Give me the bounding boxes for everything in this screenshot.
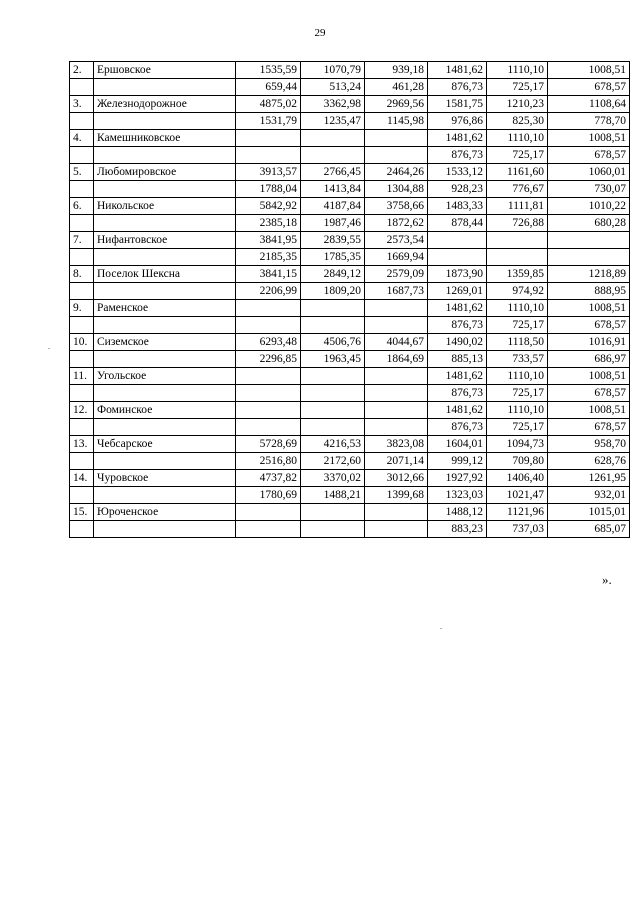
value-cell: 730,07 <box>548 181 630 198</box>
value-cell: 659,44 <box>236 79 301 96</box>
value-cell: 3362,98 <box>301 96 365 113</box>
value-cell: 2172,60 <box>301 453 365 470</box>
value-cell: 3913,57 <box>236 164 301 181</box>
table-body <box>70 62 630 538</box>
table-row <box>70 453 630 470</box>
value-cell: 1016,91 <box>548 334 630 351</box>
value-cell: 3758,66 <box>365 198 428 215</box>
value-cell: 4506,76 <box>301 334 365 351</box>
value-cell: 709,80 <box>487 453 548 470</box>
settlement-name: Раменское <box>94 300 236 317</box>
value-cell: 4875,02 <box>236 96 301 113</box>
value-cell: 2573,54 <box>365 232 428 249</box>
row-number <box>70 79 94 96</box>
value-cell: 1261,95 <box>548 470 630 487</box>
row-number: 10. <box>70 334 94 351</box>
value-cell: 2849,12 <box>301 266 365 283</box>
scan-speck <box>440 628 442 629</box>
settlement-name: Фоминское <box>94 402 236 419</box>
value-cell: 2579,09 <box>365 266 428 283</box>
value-cell <box>365 317 428 334</box>
value-cell <box>301 147 365 164</box>
value-cell: 1008,51 <box>548 402 630 419</box>
settlement-name: Нифантовское <box>94 232 236 249</box>
settlement-name: Юроченское <box>94 504 236 521</box>
value-cell: 1872,62 <box>365 215 428 232</box>
table-row <box>70 300 630 317</box>
value-cell <box>301 317 365 334</box>
value-cell: 1873,90 <box>428 266 487 283</box>
value-cell: 678,57 <box>548 317 630 334</box>
row-number: 8. <box>70 266 94 283</box>
value-cell: 1118,50 <box>487 334 548 351</box>
value-cell: 725,17 <box>487 419 548 436</box>
value-cell: 1788,04 <box>236 181 301 198</box>
value-cell: 1490,02 <box>428 334 487 351</box>
value-cell: 974,92 <box>487 283 548 300</box>
value-cell: 1687,73 <box>365 283 428 300</box>
value-cell: 1406,40 <box>487 470 548 487</box>
value-cell: 680,28 <box>548 215 630 232</box>
value-cell: 678,57 <box>548 147 630 164</box>
table-row <box>70 249 630 266</box>
value-cell <box>301 504 365 521</box>
value-cell: 725,17 <box>487 385 548 402</box>
value-cell <box>301 521 365 538</box>
value-cell <box>365 504 428 521</box>
value-cell: 1359,85 <box>487 266 548 283</box>
row-number: 5. <box>70 164 94 181</box>
settlement-name: Чуровское <box>94 470 236 487</box>
value-cell: 1121,96 <box>487 504 548 521</box>
value-cell <box>236 368 301 385</box>
row-number: 14. <box>70 470 94 487</box>
settlement-name <box>94 317 236 334</box>
value-cell <box>236 147 301 164</box>
table-row <box>70 385 630 402</box>
value-cell: 1070,79 <box>301 62 365 79</box>
settlement-name: Любомировское <box>94 164 236 181</box>
value-cell: 883,23 <box>428 521 487 538</box>
settlement-name <box>94 147 236 164</box>
settlement-name <box>94 113 236 130</box>
value-cell <box>236 419 301 436</box>
value-cell: 1533,12 <box>428 164 487 181</box>
settlement-name: Железнодорожное <box>94 96 236 113</box>
value-cell: 1323,03 <box>428 487 487 504</box>
settlement-name <box>94 215 236 232</box>
value-cell: 3370,02 <box>301 470 365 487</box>
row-number <box>70 521 94 538</box>
value-cell: 1218,89 <box>548 266 630 283</box>
settlement-name: Никольское <box>94 198 236 215</box>
value-cell: 958,70 <box>548 436 630 453</box>
settlement-name <box>94 181 236 198</box>
settlement-name: Поселок Шексна <box>94 266 236 283</box>
value-cell <box>301 300 365 317</box>
value-cell: 686,97 <box>548 351 630 368</box>
value-cell: 1481,62 <box>428 300 487 317</box>
value-cell: 4187,84 <box>301 198 365 215</box>
value-cell <box>301 130 365 147</box>
value-cell: 1008,51 <box>548 130 630 147</box>
value-cell <box>487 249 548 266</box>
value-cell: 878,44 <box>428 215 487 232</box>
value-cell <box>487 232 548 249</box>
value-cell: 888,95 <box>548 283 630 300</box>
value-cell: 1927,92 <box>428 470 487 487</box>
row-number <box>70 419 94 436</box>
table-row <box>70 419 630 436</box>
value-cell: 2385,18 <box>236 215 301 232</box>
value-cell: 733,57 <box>487 351 548 368</box>
row-number <box>70 215 94 232</box>
table-row <box>70 504 630 521</box>
value-cell: 725,17 <box>487 147 548 164</box>
table-row <box>70 215 630 232</box>
value-cell <box>548 232 630 249</box>
table-row <box>70 130 630 147</box>
value-cell: 776,67 <box>487 181 548 198</box>
value-cell: 1488,12 <box>428 504 487 521</box>
value-cell: 1481,62 <box>428 130 487 147</box>
value-cell: 939,18 <box>365 62 428 79</box>
value-cell: 876,73 <box>428 79 487 96</box>
closing-quote: ». <box>602 572 612 587</box>
table-row <box>70 113 630 130</box>
value-cell: 685,07 <box>548 521 630 538</box>
table-row <box>70 402 630 419</box>
value-cell: 1110,10 <box>487 62 548 79</box>
settlement-name: Чебсарское <box>94 436 236 453</box>
value-cell: 3823,08 <box>365 436 428 453</box>
value-cell <box>365 368 428 385</box>
value-cell <box>365 385 428 402</box>
value-cell: 1110,10 <box>487 130 548 147</box>
value-cell: 726,88 <box>487 215 548 232</box>
settlement-name <box>94 79 236 96</box>
row-number: 11. <box>70 368 94 385</box>
value-cell: 1015,01 <box>548 504 630 521</box>
value-cell <box>301 385 365 402</box>
value-cell: 1481,62 <box>428 62 487 79</box>
value-cell <box>236 385 301 402</box>
value-cell: 2464,26 <box>365 164 428 181</box>
value-cell: 5842,92 <box>236 198 301 215</box>
value-cell: 1008,51 <box>548 368 630 385</box>
value-cell: 1535,59 <box>236 62 301 79</box>
value-cell <box>301 402 365 419</box>
settlement-name: Сиземское <box>94 334 236 351</box>
table-row <box>70 368 630 385</box>
table-row <box>70 487 630 504</box>
table-row <box>70 283 630 300</box>
row-number: 3. <box>70 96 94 113</box>
value-cell <box>301 368 365 385</box>
value-cell <box>365 130 428 147</box>
settlement-name <box>94 385 236 402</box>
value-cell <box>365 402 428 419</box>
value-cell <box>236 402 301 419</box>
value-cell: 1785,35 <box>301 249 365 266</box>
value-cell: 1669,94 <box>365 249 428 266</box>
table-row <box>70 266 630 283</box>
value-cell: 1060,01 <box>548 164 630 181</box>
value-cell: 876,73 <box>428 419 487 436</box>
row-number <box>70 351 94 368</box>
value-cell: 628,76 <box>548 453 630 470</box>
value-cell: 1010,22 <box>548 198 630 215</box>
value-cell: 1269,01 <box>428 283 487 300</box>
value-cell: 1413,84 <box>301 181 365 198</box>
table-row <box>70 147 630 164</box>
value-cell: 3841,95 <box>236 232 301 249</box>
value-cell: 678,57 <box>548 385 630 402</box>
row-number <box>70 385 94 402</box>
value-cell <box>548 249 630 266</box>
value-cell: 778,70 <box>548 113 630 130</box>
value-cell: 737,03 <box>487 521 548 538</box>
value-cell <box>236 317 301 334</box>
row-number <box>70 249 94 266</box>
row-number: 15. <box>70 504 94 521</box>
value-cell: 1809,20 <box>301 283 365 300</box>
value-cell: 678,57 <box>548 419 630 436</box>
value-cell: 1110,10 <box>487 368 548 385</box>
row-number: 6. <box>70 198 94 215</box>
value-cell: 2206,99 <box>236 283 301 300</box>
settlement-name <box>94 351 236 368</box>
value-cell: 928,23 <box>428 181 487 198</box>
value-cell <box>236 130 301 147</box>
row-number <box>70 453 94 470</box>
settlement-name <box>94 521 236 538</box>
value-cell: 999,12 <box>428 453 487 470</box>
value-cell: 1864,69 <box>365 351 428 368</box>
row-number: 12. <box>70 402 94 419</box>
row-number: 13. <box>70 436 94 453</box>
value-cell: 1145,98 <box>365 113 428 130</box>
table-row <box>70 470 630 487</box>
value-cell: 3841,15 <box>236 266 301 283</box>
value-cell: 1008,51 <box>548 62 630 79</box>
table-row <box>70 521 630 538</box>
value-cell <box>428 232 487 249</box>
value-cell: 825,30 <box>487 113 548 130</box>
value-cell: 1780,69 <box>236 487 301 504</box>
value-cell: 1094,73 <box>487 436 548 453</box>
value-cell: 2766,45 <box>301 164 365 181</box>
value-cell: 1481,62 <box>428 402 487 419</box>
row-number: 4. <box>70 130 94 147</box>
value-cell <box>365 147 428 164</box>
value-cell: 4737,82 <box>236 470 301 487</box>
page-number: 29 <box>314 27 326 39</box>
table-row <box>70 96 630 113</box>
value-cell: 1531,79 <box>236 113 301 130</box>
value-cell: 3012,66 <box>365 470 428 487</box>
value-cell: 885,13 <box>428 351 487 368</box>
row-number <box>70 181 94 198</box>
row-number <box>70 147 94 164</box>
value-cell: 1110,10 <box>487 402 548 419</box>
value-cell: 1108,64 <box>548 96 630 113</box>
value-cell: 876,73 <box>428 385 487 402</box>
value-cell: 2296,85 <box>236 351 301 368</box>
value-cell <box>236 521 301 538</box>
value-cell: 6293,48 <box>236 334 301 351</box>
settlement-name: Угольское <box>94 368 236 385</box>
value-cell <box>428 249 487 266</box>
table-row <box>70 232 630 249</box>
value-cell: 1581,75 <box>428 96 487 113</box>
value-cell: 876,73 <box>428 147 487 164</box>
value-cell: 2969,56 <box>365 96 428 113</box>
value-cell <box>365 300 428 317</box>
value-cell <box>236 300 301 317</box>
value-cell: 725,17 <box>487 79 548 96</box>
settlement-name <box>94 419 236 436</box>
value-cell: 1488,21 <box>301 487 365 504</box>
tariff-table <box>69 61 630 538</box>
table-row <box>70 62 630 79</box>
value-cell: 1110,10 <box>487 300 548 317</box>
value-cell: 4216,53 <box>301 436 365 453</box>
value-cell: 461,28 <box>365 79 428 96</box>
value-cell: 876,73 <box>428 317 487 334</box>
value-cell: 2516,80 <box>236 453 301 470</box>
settlement-name: Камешниковское <box>94 130 236 147</box>
value-cell: 1604,01 <box>428 436 487 453</box>
table-row <box>70 317 630 334</box>
settlement-name <box>94 487 236 504</box>
value-cell <box>365 419 428 436</box>
table-row <box>70 334 630 351</box>
row-number: 9. <box>70 300 94 317</box>
value-cell: 5728,69 <box>236 436 301 453</box>
value-cell: 1483,33 <box>428 198 487 215</box>
table-row <box>70 436 630 453</box>
value-cell: 4044,67 <box>365 334 428 351</box>
value-cell: 1008,51 <box>548 300 630 317</box>
value-cell: 1210,23 <box>487 96 548 113</box>
value-cell: 1963,45 <box>301 351 365 368</box>
value-cell: 2839,55 <box>301 232 365 249</box>
value-cell <box>365 521 428 538</box>
value-cell: 1481,62 <box>428 368 487 385</box>
value-cell <box>301 419 365 436</box>
settlement-name <box>94 283 236 300</box>
row-number: 7. <box>70 232 94 249</box>
row-number <box>70 113 94 130</box>
settlement-name: Ершовское <box>94 62 236 79</box>
value-cell: 1021,47 <box>487 487 548 504</box>
value-cell: 1235,47 <box>301 113 365 130</box>
value-cell: 1987,46 <box>301 215 365 232</box>
row-number <box>70 487 94 504</box>
value-cell: 932,01 <box>548 487 630 504</box>
value-cell: 1304,88 <box>365 181 428 198</box>
row-number <box>70 317 94 334</box>
value-cell <box>236 504 301 521</box>
value-cell: 678,57 <box>548 79 630 96</box>
value-cell: 976,86 <box>428 113 487 130</box>
value-cell: 1111,81 <box>487 198 548 215</box>
row-number <box>70 283 94 300</box>
settlement-name <box>94 453 236 470</box>
table-row <box>70 164 630 181</box>
value-cell: 513,24 <box>301 79 365 96</box>
scan-speck <box>48 348 50 349</box>
table-row <box>70 198 630 215</box>
value-cell: 725,17 <box>487 317 548 334</box>
value-cell: 1161,60 <box>487 164 548 181</box>
value-cell: 2185,35 <box>236 249 301 266</box>
value-cell: 2071,14 <box>365 453 428 470</box>
table-row <box>70 351 630 368</box>
table-row <box>70 79 630 96</box>
value-cell: 1399,68 <box>365 487 428 504</box>
row-number: 2. <box>70 62 94 79</box>
table-row <box>70 181 630 198</box>
settlement-name <box>94 249 236 266</box>
